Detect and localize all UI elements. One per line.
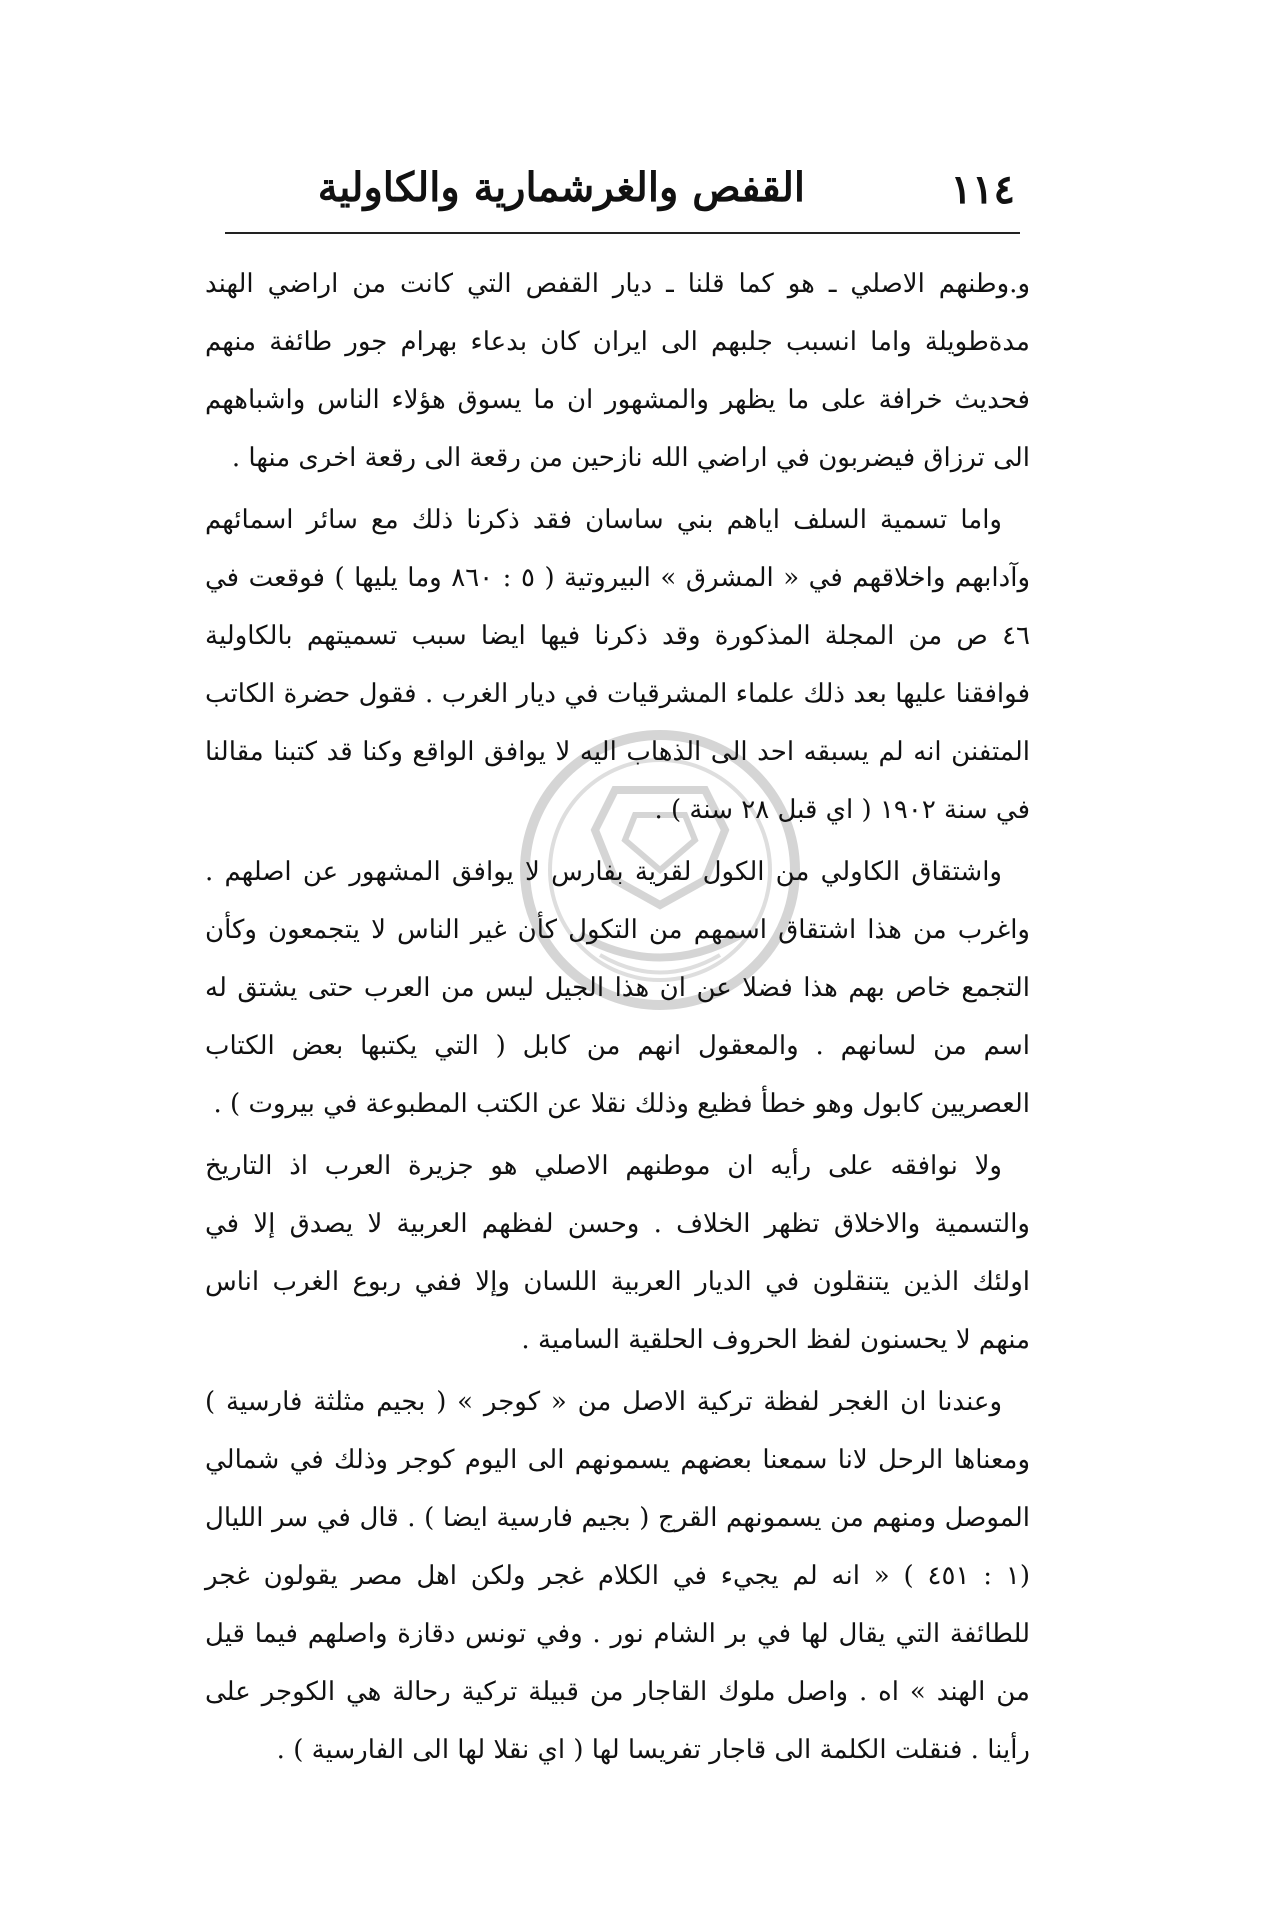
page-number: ١١٤ bbox=[950, 166, 1015, 213]
paragraph-3: واشتقاق الكاولي من الكول لقرية بفارس لا يوافق المشهور عن اصلهم . واغرب من هذا اشتقاق اسمهم من التكول كأن غير الناس لا يتجمعون وكأن التجمع خاص بهم هذا فضلا عن ان هذا الجيل ليس من العرب حتى يشتق له اسم من لسانهم . والمعقول انهم من كابل ( التي يكتبها بعض الكتاب العصريين كابول وهو خطأ فظيع وذلك نقلا عن الكتب المطبوعة في بيروت ) . bbox=[205, 857, 1030, 1119]
paragraph-4: ولا نوافقه على رأيه ان موطنهم الاصلي هو جزيرة العرب اذ التاريخ والتسمية والاخلاق تظهر الخلاف . وحسن لفظهم العربية لا يصدق إلا في اولئك الذين يتنقلون في الديار العربية اللسان وإلا ففي ربوع الغرب اناس منهم لا يحسنون لفظ الحروف الحلقية السامية . bbox=[205, 1151, 1030, 1355]
paragraph-5: وعندنا ان الغجر لفظة تركية الاصل من « كوجر » ( بجيم مثلثة فارسية ) ومعناها الرحل لانا سمعنا بعضهم يسمونهم الى اليوم كوجر وذلك في شمالي الموصل ومنهم من يسمونهم القرج ( بجيم فارسية ايضا ) . قال في سر الليال (١ : ٤٥١ ) « انه لم يجيء في الكلام غجر ولكن اهل مصر يقولون غجر للطائفة التي يقال لها في بر الشام نور . وفي تونس دقازة واصلهم فيما قيل من الهند » اه . واصل ملوك القاجار من قبيلة تركية رحالة هي الكوجر على رأينا . فنقلت الكلمة الى قاجار تفريسا لها ( اي نقلا لها الى الفارسية ) . bbox=[205, 1387, 1030, 1765]
page-header bbox=[225, 160, 1015, 230]
body-text bbox=[205, 255, 1030, 1779]
header-divider bbox=[225, 232, 1020, 234]
paragraph-2: واما تسمية السلف اياهم بني ساسان فقد ذكرنا ذلك مع سائر اسمائهم وآدابهم واخلاقهم في « المشرق » البيروتية ( ٥ : ٨٦٠ وما يليها ) فوقعت في ٤٦ ص من المجلة المذكورة وقد ذكرنا فيها ايضا سبب تسميتهم بالكاولية فوافقنا عليها بعد ذلك علماء المشرقيات في ديار الغرب . فقول حضرة الكاتب المتفنن انه لم يسبقه احد الى الذهاب اليه لا يوافق الواقع وكنا قد كتبنا مقالنا في سنة ١٩٠٢ ( اي قبل ٢٨ سنة ) . bbox=[205, 505, 1031, 825]
running-title: القفص والغرشمارية والكاولية bbox=[317, 164, 805, 211]
paragraph-1: و.وطنهم الاصلي ـ هو كما قلنا ـ ديار القفص التي كانت من اراضي الهند مدةطويلة واما انسبب جلبهم الى ايران كان بدعاء بهرام جور طائفة منهم فحديث خرافة على ما يظهر والمشهور ان ما يسوق هؤلاء الناس واشباههم الى ترزاق فيضربون في اراضي الله نازحين من رقعة الى رقعة اخرى منها . bbox=[205, 269, 1030, 473]
